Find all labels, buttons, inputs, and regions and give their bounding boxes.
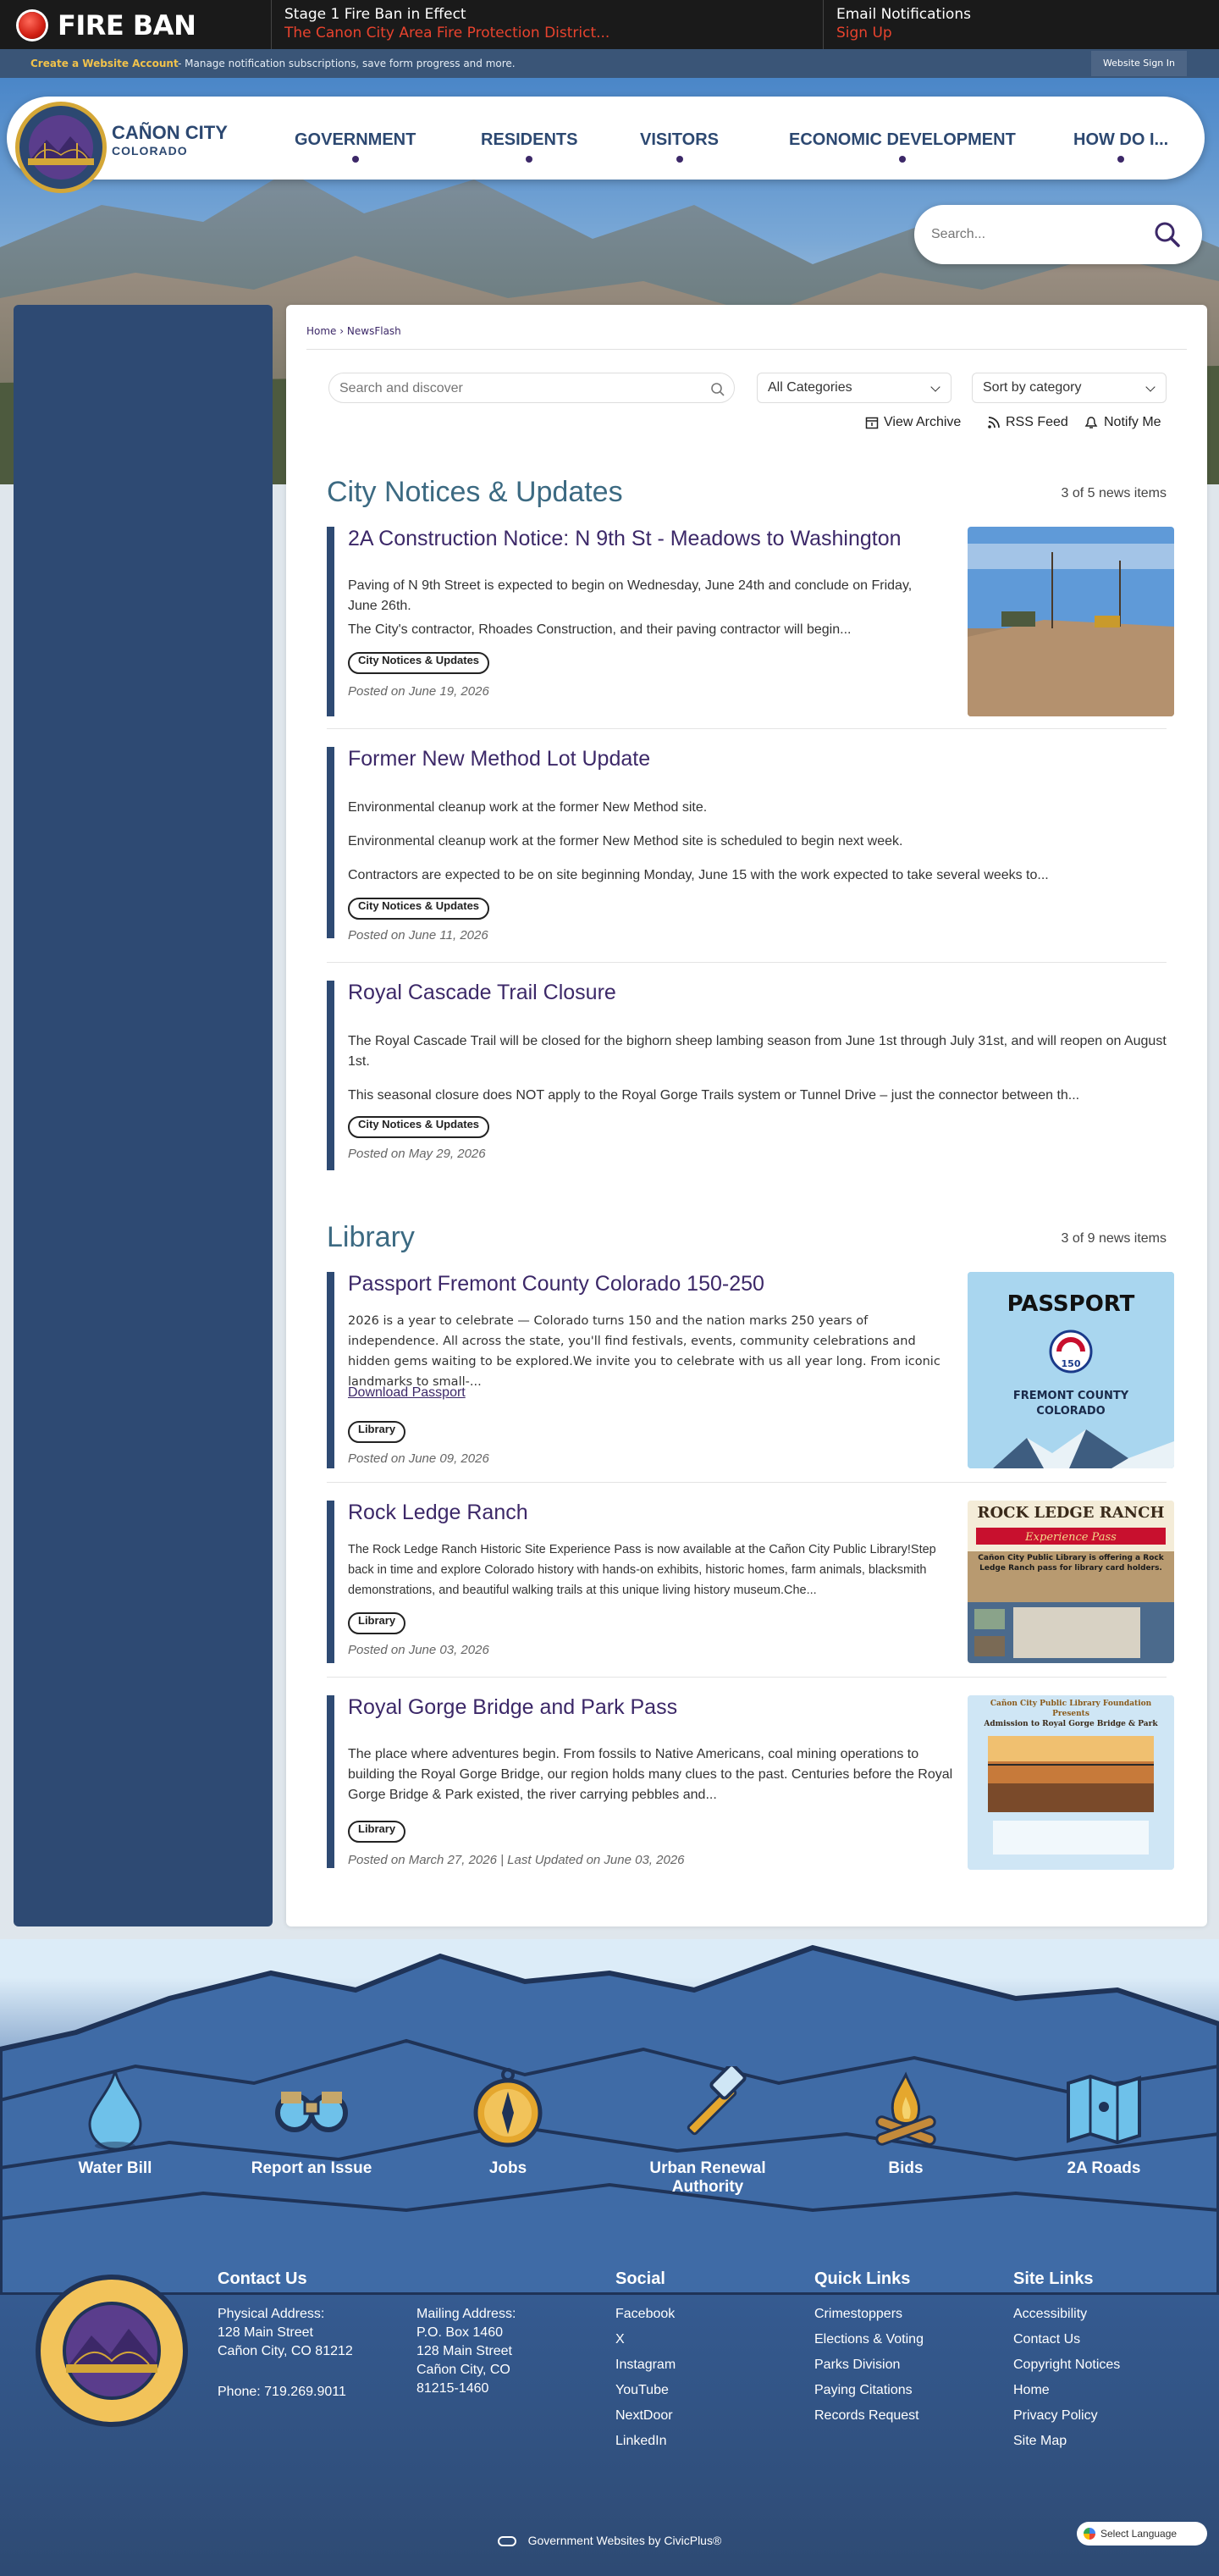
footer bbox=[0, 1939, 1219, 2576]
news-item-summary: Environmental cleanup work at the former New Method site is scheduled to begin next week. bbox=[348, 834, 903, 849]
posted-date: Posted on June 03, 2026 bbox=[348, 1643, 489, 1657]
create-account-text: - Manage notification subscriptions, save form progress and more. bbox=[178, 58, 516, 69]
hammer-icon bbox=[665, 2066, 750, 2151]
language-select[interactable] bbox=[1077, 2522, 1207, 2546]
news-item-title[interactable]: Royal Gorge Bridge and Park Pass bbox=[348, 1695, 678, 1719]
fire-ban-logo bbox=[19, 9, 196, 41]
alert-divider bbox=[271, 0, 272, 49]
news-item-summary: Environmental cleanup work at the former New Method site. bbox=[348, 800, 708, 815]
news-item-summary: The Royal Cascade Trail will be closed for the bighorn sheep lambing season from June 1st through July 31st, and will reopen on August 1st. bbox=[348, 1034, 1167, 1069]
news-item-summary: The City's contractor, Rhoades Construction, and their paving contractor will begin... bbox=[348, 622, 852, 637]
posted-date: Posted on May 29, 2026 bbox=[348, 1147, 486, 1161]
alert-email-signup[interactable]: Sign Up bbox=[836, 25, 892, 41]
ranch-thumb-banner: Experience Pass bbox=[1025, 1531, 1117, 1544]
rss-feed-label: RSS Feed bbox=[1006, 415, 1068, 429]
breadcrumb-separator: › bbox=[339, 325, 345, 337]
news-item-title[interactable]: Former New Method Lot Update bbox=[348, 747, 651, 771]
footer-mailing-line: Cañon City, CO bbox=[416, 2363, 510, 2377]
search-icon[interactable] bbox=[1153, 220, 1182, 249]
news-item-summary: The Rock Ledge Ranch Historic Site Experience Pass is now available at the Cañon City Public Library!Step back in time and explore Colorado history with hands-on exhibits, historic homes, farm animals, blacksmith demonstrations, and beautiful walking trails at this unique living history museum.Che... bbox=[348, 1543, 936, 1597]
nav-economic-development[interactable]: ECONOMIC DEVELOPMENT bbox=[789, 130, 1016, 149]
binoculars-icon bbox=[269, 2066, 354, 2151]
passport-thumb-title: PASSPORT bbox=[1007, 1291, 1135, 1317]
footer-quick-link[interactable]: Elections & Voting bbox=[814, 2332, 924, 2347]
alert-email-title: Email Notifications bbox=[836, 6, 971, 23]
news-item-title[interactable]: Passport Fremont County Colorado 150-250 bbox=[348, 1272, 764, 1296]
footer-phone[interactable]: Phone: 719.269.9011 bbox=[218, 2385, 346, 2399]
news-item-summary: The place where adventures begin. From fossils to Native Americans, coal mining operations to building the Royal Gorge Bridge, our region holds many clues to the past. Centuries before the Royal Gorge Bridge & Park existed, the river carrying pebbles and... bbox=[348, 1747, 953, 1802]
breadcrumb-home[interactable]: Home bbox=[306, 325, 337, 337]
category-tag[interactable]: Library bbox=[348, 1612, 405, 1634]
divider bbox=[327, 728, 1167, 729]
footer-mailing-label: Mailing Address: bbox=[416, 2307, 516, 2321]
nav-visitors[interactable]: VISITORS bbox=[640, 130, 719, 149]
alert-email[interactable] bbox=[836, 5, 971, 42]
create-account-link[interactable]: Create a Website Account bbox=[30, 58, 179, 69]
rss-icon bbox=[987, 416, 1001, 429]
news-search bbox=[328, 373, 735, 403]
news-search-input[interactable] bbox=[339, 379, 703, 398]
news-item bbox=[327, 1272, 1167, 1468]
posted-date: Posted on June 11, 2026 bbox=[348, 928, 488, 943]
section-count: 3 of 5 news items bbox=[1061, 486, 1167, 500]
website-sign-in-button[interactable]: Website Sign In bbox=[1091, 51, 1187, 76]
news-item-title[interactable]: Rock Ledge Ranch bbox=[348, 1501, 528, 1524]
news-item bbox=[327, 1695, 1167, 1868]
map-icon bbox=[1062, 2066, 1146, 2151]
category-tag[interactable]: City Notices & Updates bbox=[348, 652, 489, 674]
campfire-icon bbox=[863, 2066, 948, 2151]
ranch-thumb-text: Cañon City Public Library is offering a Rock Ledge Ranch pass for library card holders. bbox=[978, 1554, 1164, 1573]
passport-thumb-state: COLORADO bbox=[1036, 1405, 1106, 1418]
footer-mailing-line: 128 Main Street bbox=[416, 2344, 512, 2358]
alert-divider bbox=[823, 0, 824, 49]
footer-site-link[interactable]: Site Map bbox=[1013, 2434, 1067, 2448]
quicklink-water-bill[interactable] bbox=[39, 2066, 191, 2178]
view-archive-label: View Archive bbox=[884, 415, 962, 429]
posted-date: Posted on June 19, 2026 bbox=[348, 684, 489, 699]
civicplus-icon bbox=[498, 2536, 516, 2546]
footer-site-link[interactable]: Home bbox=[1013, 2383, 1050, 2397]
category-select[interactable]: All Categories bbox=[757, 373, 951, 403]
bell-icon bbox=[1084, 416, 1099, 429]
quicklink-label: Water Bill bbox=[78, 2159, 152, 2177]
divider bbox=[327, 1482, 1167, 1483]
fire-ban-brand: FIRE BAN bbox=[58, 9, 196, 41]
footer-site-link[interactable]: Contact Us bbox=[1013, 2332, 1081, 2347]
sort-select[interactable]: Sort by category bbox=[972, 373, 1167, 403]
section-title[interactable]: Library bbox=[327, 1221, 415, 1253]
footer-social-facebook[interactable]: Facebook bbox=[615, 2307, 676, 2321]
category-tag[interactable]: City Notices & Updates bbox=[348, 1116, 489, 1138]
language-select-label: Select Language bbox=[1100, 2528, 1178, 2540]
site-search-input[interactable] bbox=[931, 222, 1134, 247]
footer-social-linkedin[interactable]: LinkedIn bbox=[615, 2434, 667, 2448]
quicklink-report-issue[interactable] bbox=[235, 2066, 388, 2178]
footer-physical-line: Cañon City, CO 81212 bbox=[218, 2344, 353, 2358]
footer-social-instagram[interactable]: Instagram bbox=[615, 2358, 676, 2372]
footer-site-link[interactable]: Accessibility bbox=[1013, 2307, 1088, 2321]
alert-bar bbox=[0, 0, 1219, 49]
posted-date: Posted on June 09, 2026 bbox=[348, 1451, 489, 1466]
footer-social-title: Social bbox=[615, 2269, 665, 2288]
rss-feed-link[interactable] bbox=[987, 415, 1068, 430]
main-navigation bbox=[7, 97, 1205, 180]
news-item-summary: Contractors are expected to be on site beginning Monday, June 15 with the work expected to take several weeks to... bbox=[348, 868, 1049, 882]
news-item bbox=[327, 527, 1167, 716]
footer-mailing-line: 81215-1460 bbox=[416, 2381, 489, 2396]
footer-physical-line: 128 Main Street bbox=[218, 2325, 313, 2340]
site-search bbox=[914, 205, 1202, 264]
site-subtitle: COLORADO bbox=[112, 144, 188, 158]
notify-me-link[interactable] bbox=[1084, 415, 1161, 430]
city-seal-logo[interactable] bbox=[15, 102, 107, 193]
divider bbox=[306, 349, 1187, 350]
quicklink-urban-renewal[interactable] bbox=[632, 2066, 784, 2197]
footer-physical-label: Physical Address: bbox=[218, 2307, 325, 2321]
quicklink-jobs[interactable] bbox=[432, 2066, 584, 2178]
quicklink-2a-roads[interactable] bbox=[1028, 2066, 1180, 2178]
quicklink-bids[interactable] bbox=[830, 2066, 982, 2178]
news-item bbox=[327, 1501, 1167, 1663]
newsflash-content bbox=[286, 305, 1207, 1926]
google-icon bbox=[1084, 2528, 1095, 2540]
divider bbox=[327, 1677, 1167, 1678]
alert-fire-ban-title: Stage 1 Fire Ban in Effect bbox=[284, 6, 466, 23]
quicklink-label: Urban Renewal Authority bbox=[649, 2159, 766, 2196]
news-item bbox=[327, 747, 1167, 943]
compass-icon bbox=[470, 2066, 546, 2151]
gorge-thumb-title: Cañon City Public Library Foundation Presents bbox=[990, 1700, 1152, 1718]
category-tag[interactable]: Library bbox=[348, 1821, 405, 1843]
alert-light-icon bbox=[19, 12, 46, 39]
footer-contact-title: Contact Us bbox=[218, 2269, 307, 2288]
powered-by[interactable] bbox=[0, 2534, 1219, 2547]
passport-thumb-badge: 150 bbox=[1061, 1358, 1081, 1369]
news-item-image[interactable] bbox=[968, 1501, 1174, 1663]
posted-date: Posted on March 27, 2026 | Last Updated on June 03, 2026 bbox=[348, 1853, 685, 1867]
news-item-title[interactable]: 2A Construction Notice: N 9th St - Meadows to Washington bbox=[348, 527, 902, 550]
footer-site-link[interactable]: Privacy Policy bbox=[1013, 2408, 1098, 2423]
divider bbox=[327, 962, 1167, 963]
search-icon[interactable] bbox=[710, 382, 725, 397]
account-bar bbox=[0, 49, 1219, 78]
footer-social-nextdoor[interactable]: NextDoor bbox=[615, 2408, 673, 2423]
breadcrumb bbox=[306, 325, 401, 337]
footer-social-youtube[interactable]: YouTube bbox=[615, 2383, 669, 2397]
news-item-image[interactable] bbox=[968, 527, 1174, 716]
footer-quick-link[interactable]: Paying Citations bbox=[814, 2383, 913, 2397]
quicklink-label: Bids bbox=[888, 2159, 924, 2177]
sidebar bbox=[14, 305, 273, 1926]
category-tag[interactable]: Library bbox=[348, 1421, 405, 1443]
news-item-summary: 2026 is a year to celebrate — Colorado turns 150 and the nation marks 250 years of independence. All across the state, you'll find festivals, events, community celebrations and hidden gems waiting to be explored.We invite you to celebrate with us all year long. From iconic landmarks to small-... bbox=[348, 1314, 940, 1389]
footer-mailing-line: P.O. Box 1460 bbox=[416, 2325, 503, 2340]
category-tag[interactable]: City Notices & Updates bbox=[348, 898, 489, 920]
quicklink-label: Jobs bbox=[488, 2159, 527, 2177]
notify-me-label: Notify Me bbox=[1104, 415, 1161, 429]
archive-icon bbox=[865, 416, 879, 429]
nav-how-do-i[interactable]: HOW DO I... bbox=[1073, 130, 1169, 149]
download-passport-link[interactable]: Download Passport bbox=[348, 1385, 466, 1400]
section-title[interactable]: City Notices & Updates bbox=[327, 476, 623, 508]
nav-residents[interactable]: RESIDENTS bbox=[481, 130, 578, 149]
footer-site-title: Site Links bbox=[1013, 2269, 1094, 2288]
footer-site-link[interactable]: Copyright Notices bbox=[1013, 2358, 1121, 2372]
water-drop-icon bbox=[77, 2066, 153, 2151]
section-count: 3 of 9 news items bbox=[1061, 1231, 1167, 1246]
news-item-image[interactable] bbox=[968, 1695, 1174, 1870]
news-item-image[interactable] bbox=[968, 1272, 1174, 1468]
gorge-thumb-sub: Admission to Royal Gorge Bridge & Park bbox=[984, 1720, 1158, 1728]
footer-quick-title: Quick Links bbox=[814, 2269, 911, 2288]
footer-city-seal bbox=[36, 2275, 188, 2427]
footer-quick-link[interactable]: Parks Division bbox=[814, 2358, 901, 2372]
footer-quick-link[interactable]: Records Request bbox=[814, 2408, 919, 2423]
alert-fire-ban-link[interactable]: The Canon City Area Fire Protection District... bbox=[284, 25, 610, 41]
breadcrumb-current[interactable]: NewsFlash bbox=[346, 325, 401, 337]
news-item bbox=[327, 981, 1167, 1170]
passport-thumb-county: FREMONT COUNTY bbox=[1012, 1390, 1129, 1402]
powered-by-label: Government Websites by CivicPlus® bbox=[527, 2534, 722, 2547]
site-name[interactable]: CAÑON CITY bbox=[112, 122, 228, 143]
alert-fire-ban[interactable] bbox=[284, 5, 610, 42]
ranch-thumb-title: ROCK LEDGE RANCH bbox=[977, 1504, 1165, 1522]
footer-social-x[interactable]: X bbox=[615, 2332, 625, 2347]
quicklink-label: 2A Roads bbox=[1067, 2159, 1141, 2177]
nav-government[interactable]: GOVERNMENT bbox=[295, 130, 416, 149]
footer-quick-link[interactable]: Crimestoppers bbox=[814, 2307, 903, 2321]
view-archive-link[interactable] bbox=[865, 415, 961, 430]
quicklink-label: Report an Issue bbox=[251, 2159, 372, 2177]
news-item-title[interactable]: Royal Cascade Trail Closure bbox=[348, 981, 616, 1004]
news-item-summary: Paving of N 9th Street is expected to begin on Wednesday, June 24th and conclude on Friday, June 26th. bbox=[348, 578, 913, 613]
news-item-summary: This seasonal closure does NOT apply to the Royal Gorge Trails system or Tunnel Drive – just the connector between th... bbox=[348, 1088, 1080, 1103]
